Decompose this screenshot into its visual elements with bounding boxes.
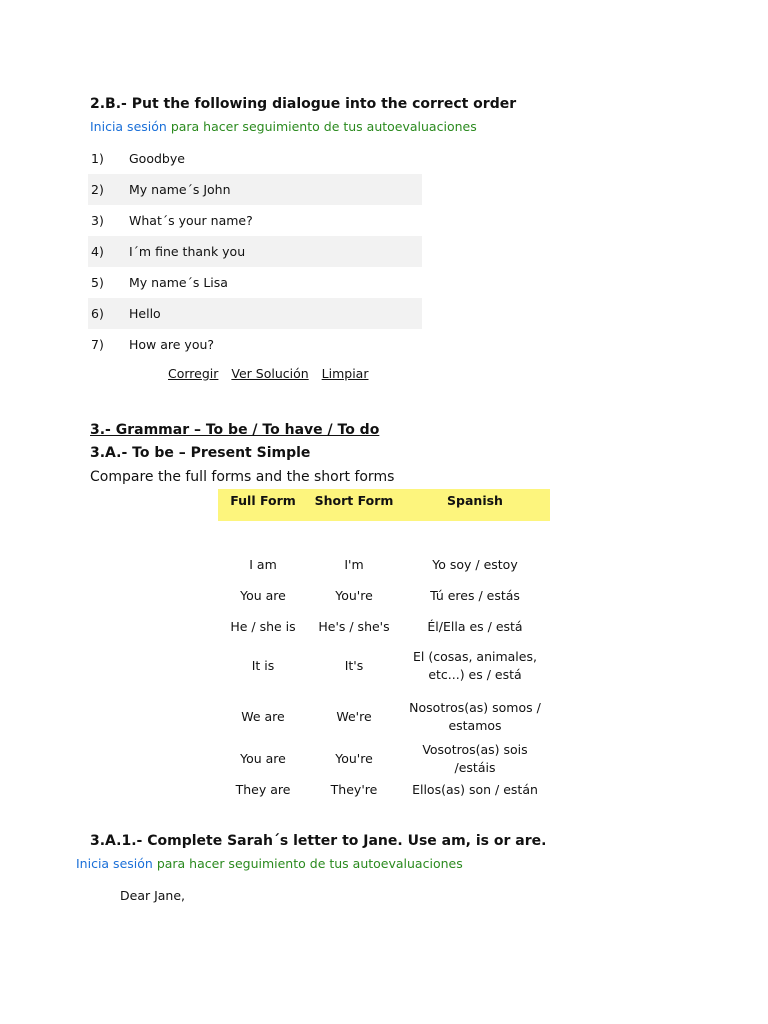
table-spacer [218, 521, 550, 549]
cell-short: They're [330, 781, 378, 797]
table-row [218, 611, 550, 642]
list-item[interactable] [88, 298, 422, 329]
section-3a-title: 3.A.- To be – Present Simple [90, 445, 311, 461]
item-number: 7) [91, 337, 104, 352]
cell-full: It is [251, 658, 275, 673]
login-prompt-text: para hacer seguimiento de tus autoevaluaciones [170, 119, 477, 134]
cell-short: You're [335, 587, 373, 603]
grammar-table [218, 489, 550, 805]
cell-full: You are [240, 750, 286, 766]
table-header [218, 489, 550, 521]
cell-short: He's / she's [318, 618, 390, 634]
cell-full: They are [235, 781, 291, 797]
cell-spanish: Él/Ella es / está [427, 618, 523, 634]
item-text: Goodbye [129, 151, 185, 166]
section-3a-intro: Compare the full forms and the short forms [90, 469, 395, 485]
list-item[interactable] [88, 205, 422, 236]
login-prompt [90, 119, 477, 134]
cell-full: We are [241, 708, 285, 724]
cell-short: It's [344, 658, 364, 673]
list-item[interactable] [88, 267, 422, 298]
login-link[interactable]: Inicia sesión [76, 856, 153, 871]
section-3a1-title: 3.A.1.- Complete Sarah´s letter to Jane. Use am, is or are. [90, 833, 547, 849]
list-item[interactable] [88, 329, 422, 360]
cell-spanish: Yo soy / estoy [432, 556, 518, 572]
item-text: What´s your name? [129, 213, 253, 228]
item-number: 1) [91, 151, 104, 166]
item-number: 5) [91, 275, 104, 290]
cell-short: We're [336, 708, 372, 724]
cell-spanish: Vosotros(as) sois /estáis [422, 741, 528, 775]
item-text: I´m fine thank you [129, 244, 246, 259]
login-prompt-text: para hacer seguimiento de tus autoevaluaciones [156, 856, 463, 871]
cell-spanish: Tú eres / estás [430, 587, 520, 603]
dialogue-list [88, 143, 422, 360]
table-row [218, 549, 550, 580]
table-row [218, 642, 550, 690]
table-row [218, 580, 550, 611]
item-text: My name´s John [129, 182, 231, 197]
cell-short: I'm [344, 556, 364, 572]
list-item[interactable] [88, 236, 422, 267]
item-number: 6) [91, 306, 104, 321]
item-number: 3) [91, 213, 104, 228]
login-link[interactable]: Inicia sesión [90, 119, 167, 134]
item-text: My name´s Lisa [129, 275, 228, 290]
login-prompt [76, 856, 463, 871]
letter-greeting: Dear Jane, [120, 888, 186, 903]
table-row [218, 774, 550, 805]
column-header: Full Form [230, 493, 296, 508]
item-text: Hello [129, 306, 161, 321]
cell-full: I am [249, 556, 277, 572]
item-text: How are you? [129, 337, 215, 352]
cell-spanish: Ellos(as) son / están [412, 781, 538, 797]
list-item[interactable] [88, 174, 422, 205]
cell-spanish: Nosotros(as) somos / estamos [409, 699, 541, 733]
section-2b-title: 2.B.- Put the following dialogue into the correct order [90, 96, 517, 112]
section-3-title: 3.- Grammar – To be / To have / To do [90, 422, 380, 438]
cell-spanish: El (cosas, animales, etc...) es / está [413, 649, 537, 682]
table-row [218, 690, 550, 743]
table-row [218, 743, 550, 774]
solution-link[interactable]: Ver Solución [231, 366, 309, 381]
clear-link[interactable]: Limpiar [321, 366, 369, 381]
cell-full: He / she is [230, 618, 296, 634]
cell-full: You are [240, 587, 286, 603]
column-header: Short Form [314, 493, 394, 508]
check-link[interactable]: Corregir [168, 366, 219, 381]
list-item[interactable] [88, 143, 422, 174]
cell-short: You're [335, 750, 373, 766]
column-header: Spanish [447, 493, 503, 508]
exercise-actions [168, 366, 377, 381]
item-number: 2) [91, 182, 104, 197]
item-number: 4) [91, 244, 104, 259]
